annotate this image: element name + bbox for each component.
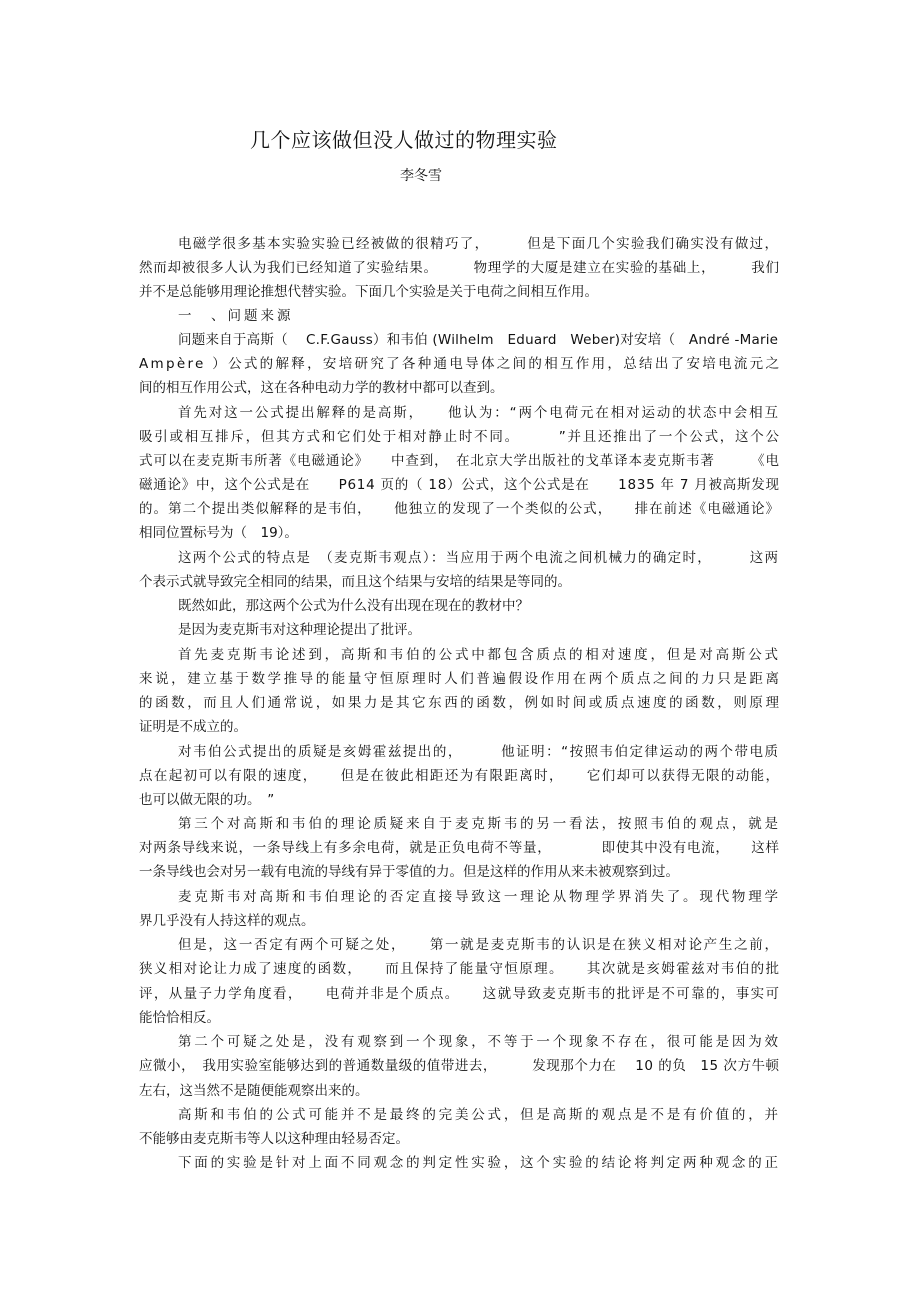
text-line: 高斯和韦伯的公式可能并不是最终的完美公式，但是高斯的观点是不是有价值的，并: [178, 1107, 781, 1123]
section-heading: 一 、问题来源: [178, 308, 294, 324]
text-line: 对两条导线来说，一条导线上有多余电荷，就是正负电荷不等量， 即使其中没有电流， 这样: [139, 840, 780, 856]
text-line: 然而却被很多人认为我们已经知道了实验结果。 物理学的大厦是建立在实验的基础上， 我们: [139, 260, 780, 276]
text-line: Ampère ）公式的解释，安培研究了各种通电导体之间的相互作用，总结出了安培电流元之: [139, 356, 782, 372]
text-line: 来说，建立基于数学推导的能量守恒原理时人们普遍假设作用在两个质点之间的力只是距离: [139, 671, 782, 687]
text-line: 一条导线也会对另一载有电流的导线有异于零值的力。但是这样的作用从来未被观察到过。: [139, 864, 679, 880]
text-line: 电磁学很多基本实验实验已经被做的很精巧了， 但是下面几个实验我们确实没有做过，: [178, 236, 780, 252]
text-line: 并不是总能够用理论推想代替实验。下面几个实验是关于电荷之间相互作用。: [139, 284, 598, 300]
text-line: 是因为麦克斯韦对这种理论提出了批评。: [178, 622, 421, 638]
text-line: 麦克斯韦对高斯和韦伯理论的否定直接导致这一理论从物理学界消失了。现代物理学: [178, 889, 781, 905]
text-line: 也可以做无限的功。 ”: [139, 792, 275, 808]
text-line: 下面的实验是针对上面不同观念的判定性实验，这个实验的结论将判定两种观念的正: [178, 1155, 781, 1171]
text-line: 间的相互作用公式，这在各种电动力学的教材中都可以查到。: [139, 380, 504, 396]
text-line: 评，从量子力学角度看， 电荷并非是个质点。 这就导致麦克斯韦的批评是不可靠的，事实可: [139, 986, 781, 1002]
text-line: 能恰恰相反。: [139, 1010, 220, 1026]
text-line: 这两个公式的特点是 （麦克斯韦观点）：当应用于两个电流之间机械力的确定时， 这两: [178, 550, 780, 566]
text-line: 首先麦克斯韦论述到，高斯和韦伯的公式中都包含质点的相对速度，但是对高斯公式: [178, 647, 781, 663]
text-line: 的函数，而且人们通常说，如果力是其它东西的函数，例如时间或质点速度的函数，则原理: [139, 695, 782, 711]
text-line: 式可以在麦克斯韦所著《电磁通论》 中查到， 在北京大学出版社的戈革译本麦克斯韦著 《电: [139, 453, 780, 469]
text-line: 第三个对高斯和韦伯的理论质疑来自于麦克斯韦的另一看法，按照韦伯的观点，就是: [178, 816, 781, 832]
text-line: 磁通论》中，这个公式是在 P614 页的（ 18）公式，这个公式是在 1835 年 7 月被高斯发现: [139, 477, 780, 493]
text-line: 相同位置标号为（ 19）。: [139, 525, 298, 541]
author-name: 李冬雪: [400, 168, 442, 184]
text-line: 但是，这一否定有两个可疑之处， 第一就是麦克斯韦的认识是在狭义相对论产生之前，: [178, 937, 780, 953]
text-line: 左右，这当然不是随便能观察出来的。: [139, 1083, 369, 1099]
text-line: 应微小， 我用实验室能够达到的普通数量级的值带进去， 发现那个力在 10 的负 15 次方牛顿: [139, 1058, 780, 1074]
text-line: 首先对这一公式提出解释的是高斯， 他认为：“两个电荷元在相对运动的状态中会相互: [178, 405, 780, 421]
text-line: 吸引或相互排斥，但其方式和它们处于相对静止时不同。 ”并且还推出了一个公式，这个公: [139, 429, 781, 445]
text-line: 问题来自于高斯（ C.F.Gauss）和韦伯 (Wilhelm Eduard Weber)对安培（ André -Marie: [178, 332, 779, 348]
text-line: 第二个可疑之处是，没有观察到一个现象，不等于一个现象不存在，很可能是因为效: [178, 1034, 781, 1050]
text-line: 证明是不成立的。: [139, 719, 247, 735]
text-line: 狭义相对论让力成了速度的函数， 而且保持了能量守恒原理。 其次就是亥姆霍兹对韦伯的批: [139, 961, 781, 977]
text-line: 点在起初可以有限的速度， 但是在彼此相距还为有限距离时， 它们却可以获得无限的动能，: [139, 768, 781, 784]
document-title: 几个应该做但没人做过的物理实验: [250, 128, 558, 152]
text-line: 既然如此，那这两个公式为什么没有出现在现在的教材中？: [178, 598, 529, 614]
text-line: 不能够由麦克斯韦等人以这种理由轻易否定。: [139, 1131, 409, 1147]
text-line: 的。第二个提出类似解释的是韦伯， 他独立的发现了一个类似的公式， 排在前述《电磁通论》: [139, 501, 781, 517]
text-line: 界几乎没有人持这样的观点。: [139, 913, 315, 929]
text-line: 个表示式就导致完全相同的结果，而且这个结果与安培的结果是等同的。: [139, 574, 571, 590]
text-line: 对韦伯公式提出的质疑是亥姆霍兹提出的， 他证明：“按照韦伯定律运动的两个带电质: [178, 744, 780, 760]
